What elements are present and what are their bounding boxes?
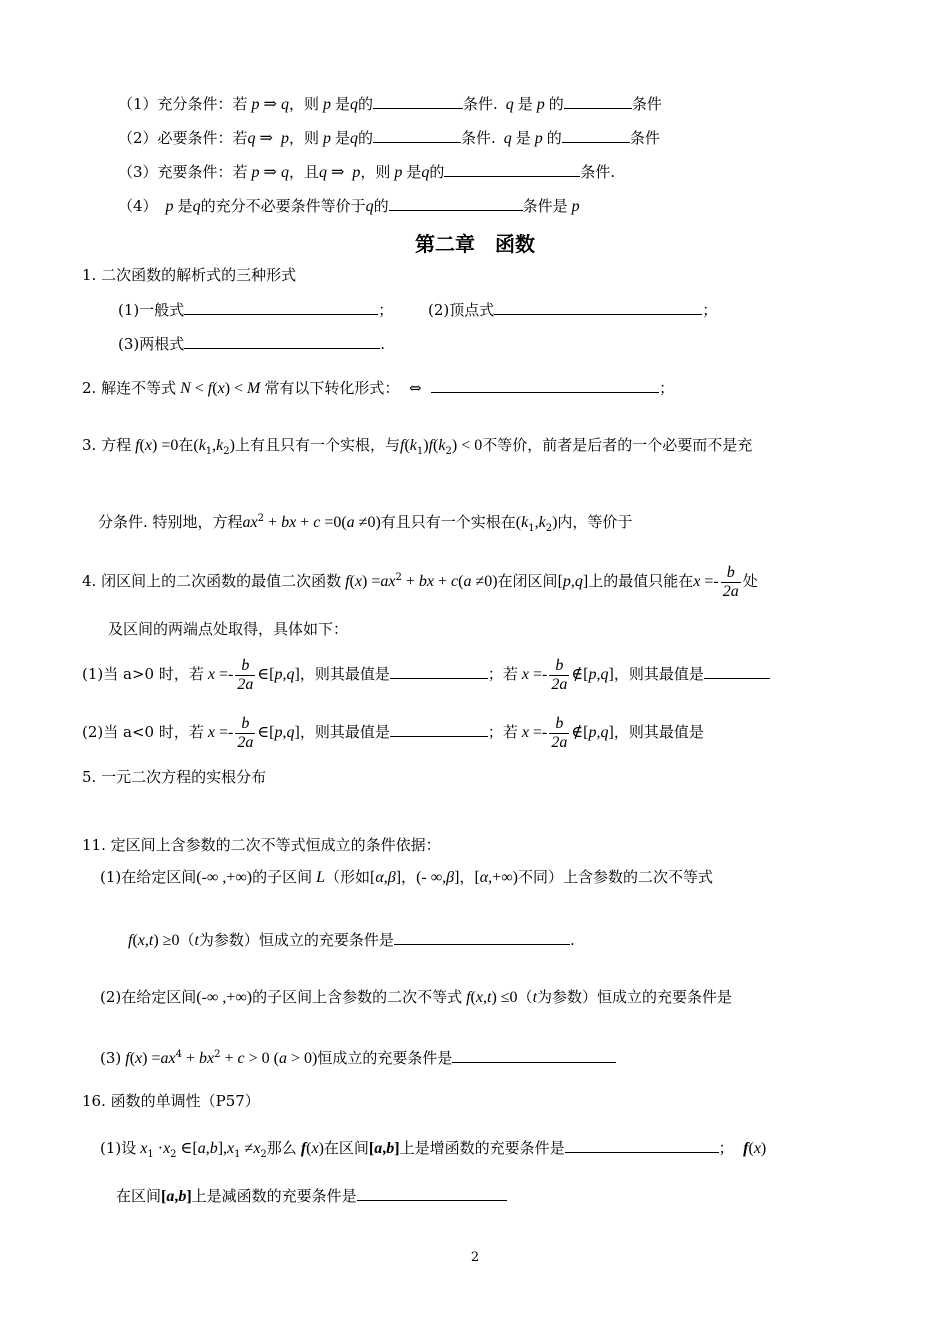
text: 在区间 [116,1187,162,1205]
math: p [157,198,178,215]
text: . [380,335,386,353]
math: p [318,96,335,113]
text: ； [702,301,718,319]
text: 在 [178,436,194,454]
s4-case-2: (2)当 a<0 时，若 x =- $\frac{b}{2a}$ ∈[p,q]，则其最值是 ；若 x =- $\frac{b}{2a}$ ∉[p,q]，则其最值是 [82,714,704,751]
text: ， [401,868,417,886]
text: 3. 方程 [82,436,132,454]
math: q [192,198,201,215]
text: 在区间 [323,1139,369,1157]
text: 上是减函数的充要条件是 [191,1187,357,1205]
text: ， [459,868,475,886]
page-number: 2 [470,1250,480,1265]
math: ⇒ [255,130,277,147]
text: ；若 [487,723,518,741]
math: q [280,96,289,113]
math: ⇒ [259,96,281,113]
answer-blank[interactable] [357,1184,507,1201]
math: < [190,380,208,397]
math: p [247,164,260,181]
text: （形如 [325,868,371,886]
math: M [247,380,265,397]
text: 内，等价于 [557,513,633,531]
math: f [207,380,213,397]
text: 条件是 [522,197,568,215]
text: ，则 [288,129,319,147]
text: ，则 [360,163,391,181]
text: 是 [177,197,193,215]
math: f [400,437,405,454]
math: ) < [224,380,248,397]
text: ； [378,301,394,319]
s2-line [82,376,674,400]
fraction: $\frac{b}{2a}$ [237,656,254,693]
text: (2)顶点式 [428,301,495,319]
s3-line-1: 3. 方程 f(x) =0在$(k_1,k_2)$上有且只有一个实根，与$f(k_1)f(k_2) < 0$不等价，前者是后者的一个必要而不是充 [82,436,753,457]
text: ，且 [288,163,319,181]
text: 条件. [461,129,496,147]
math: p [530,130,547,147]
math: ⇒ [259,164,281,181]
math: p [390,164,407,181]
s16-line-1: (1)设 $x_1 \cdot x_2$ $\in[a,b],x_1 \ne x_2$那么 f(x)在区间[a,b]上是增函数的充要条件是 ； f(x) [100,1136,766,1166]
text: 是 [334,95,350,113]
answer-blank[interactable] [373,92,463,109]
math: ⇒ [326,164,349,181]
text: 不等价，前者是后者的一个必要而不是充 [482,436,753,454]
text: 2. 解连不等式 [82,379,177,397]
answer-blank[interactable] [444,160,580,177]
math: x [144,437,152,454]
text: 分条件. 特别地，方程 [98,513,243,531]
s4-line-1: 4. 闭区间上的二次函数的最值二次函数 $f(x) =ax^2$ + bx + c(a ≠0)在闭区间[p,q]上的最值只能在x =- $\frac{b}{2a}$ 处 [82,563,758,600]
text: （ [179,931,195,949]
s16-heading: 16. 函数的单调性（P57） [82,1092,260,1110]
text: ，则 [288,95,319,113]
text: 恒成立的充要条件是 [317,1049,453,1067]
fraction: $\frac{b}{2a}$ [722,563,739,600]
text: 的子区间上含参数的二次不等式 [252,988,463,1006]
text: 不同）上含参数的二次不等式 [517,868,713,886]
text: 的子区间 [252,868,313,886]
text: 是 [406,163,422,181]
text: （1）充分条件：若 [118,95,248,113]
text: 上是增函数的充要条件是 [399,1139,565,1157]
s3-line-2: 分条件. 特别地，方程$ax^2$ + bx + c =0(a ≠0)有且只有一个实根在$(k_1,k_2)$内，等价于 [98,513,633,534]
answer-blank[interactable] [494,298,702,315]
answer-blank[interactable] [431,376,659,393]
s1-line-c [118,332,385,355]
math: ( [139,437,145,454]
text: 条件 [631,95,662,113]
s11-line-1: (1)在给定区间(-∞ ,+∞)的子区间 L（形如[α,β]，(- ∞,β]，[α,+∞)不同）上含参数的二次不等式 [100,868,713,886]
math: q [247,130,256,147]
text: ，则其最值是 [613,665,704,683]
text: 那么 [266,1139,297,1157]
math: p [247,96,260,113]
text: 条件. [463,95,498,113]
text: 常有以下转化形式： [264,379,400,397]
text: ； [718,1139,734,1157]
math: N [176,380,191,397]
answer-blank[interactable] [562,126,630,143]
math: p [532,96,549,113]
fraction: $\frac{b}{2a}$ [551,714,568,751]
text: ，则其最值是 [299,723,390,741]
text: （ [517,988,533,1006]
text: 是 [517,95,533,113]
s4-case-1: (1)当 a>0 时，若 x =- $\frac{b}{2a}$ ∈[p,q]，则其最值是 ；若 x =- $\frac{b}{2a}$ ∉[p,q]，则其最值是 [82,652,770,697]
math: ) =0 [151,437,179,454]
logic-item-2 [118,126,660,150]
math: f [341,573,350,590]
math: ax [242,514,258,531]
s1-heading: 1. 二次函数的解析式的三种形式 [82,266,297,284]
math: q [421,164,430,181]
text: （2）必要条件：若 [118,129,248,147]
answer-blank[interactable] [565,1136,719,1153]
text: 条件 [629,129,660,147]
text: ；若 [487,665,518,683]
s11-line-3: (2)在给定区间(-∞ ,+∞)的子区间上含参数的二次不等式 f(x,t) ≤0（t为参数）恒成立的充要条件是 [100,988,733,1006]
text: 上的最值只能在 [588,572,694,590]
math: q [318,164,327,181]
answer-blank[interactable] [394,928,570,945]
logic-item-3 [118,160,615,184]
math: x [217,380,225,397]
text: . [569,931,575,949]
text: 为参数）恒成立的充要条件是 [537,988,733,1006]
math: ( [193,437,199,454]
text: （4） [118,197,158,215]
math: ( [212,380,218,397]
s1-line-ab [118,298,393,321]
text: (1)设 [100,1139,137,1157]
text: 条件. [580,163,616,181]
logic-item-4 [118,194,580,218]
text: ； [659,379,675,397]
math: p [318,130,335,147]
text: 处 [742,572,758,590]
s4-line-2: 及区间的两端点处取得，具体如下： [108,620,349,638]
s5-heading: 5. 一元二次方程的实根分布 [82,768,267,786]
chapter-title: 第二章 函数 [415,232,535,256]
math: p [567,198,580,215]
text: (3)两根式 [118,335,185,353]
text: (1)当 a>0 时，若 [82,665,204,683]
s11-line-4: (3) $f(x) =ax^4 + bx^2 + c > 0$ (a > 0)恒成立的充要条件是 [100,1044,616,1070]
math: q [349,96,358,113]
answer-blank[interactable] [373,126,461,143]
math: q [497,96,518,113]
text: ⇔ [408,379,422,397]
answer-blank[interactable] [564,92,632,109]
text: 4. 闭区间上的二次函数的最值二次函数 [82,572,342,590]
math: p [276,130,289,147]
logic-item-1 [118,92,662,116]
math: q [349,130,358,147]
text: ，则其最值是 [299,665,390,683]
text: 的 [429,163,445,181]
answer-blank[interactable] [452,1046,616,1063]
text: 的 [373,197,389,215]
text: 的 [357,129,373,147]
answer-blank[interactable] [390,720,488,737]
fraction: $\frac{b}{2a}$ [237,714,254,751]
text: (2)当 a<0 时，若 [82,723,204,741]
text: 的 [546,129,562,147]
text: 是 [515,129,531,147]
text: 上有且只有一个实根，与 [234,436,400,454]
math: p [348,164,361,181]
text: (1)一般式 [118,301,185,319]
text: 为参数）恒成立的充要条件是 [198,931,394,949]
text: 在闭区间 [497,572,558,590]
text: 的 [548,95,564,113]
text: (3) [100,1049,122,1067]
text: 有且只有一个实根在 [380,513,516,531]
text: 是 [334,129,350,147]
s11-line-2: f(x,t) ≥0（t为参数）恒成立的充要条件是 . [128,928,575,952]
answer-blank[interactable] [184,298,378,315]
text: 的 [357,95,373,113]
math: k [198,437,206,454]
s1-line-b [428,298,717,321]
math: q [365,198,374,215]
text: （3）充要条件：若 [118,163,248,181]
s16-line-2: 在区间[a,b]上是减函数的充要条件是 [116,1184,507,1208]
math: q [280,164,289,181]
math: f [131,437,140,454]
text: (1)在给定区间 [100,868,197,886]
text: 的充分不必要条件等价于 [200,197,366,215]
s11-heading: 11. 定区间上含参数的二次不等式恒成立的条件依据： [82,836,441,854]
answer-blank[interactable] [704,662,770,679]
text: ，则其最值是 [613,723,704,741]
text: (2)在给定区间 [100,988,197,1006]
answer-blank[interactable] [184,332,380,349]
math: q [495,130,516,147]
answer-blank[interactable] [389,194,523,211]
fraction: $\frac{b}{2a}$ [551,656,568,693]
answer-blank[interactable] [390,662,488,679]
